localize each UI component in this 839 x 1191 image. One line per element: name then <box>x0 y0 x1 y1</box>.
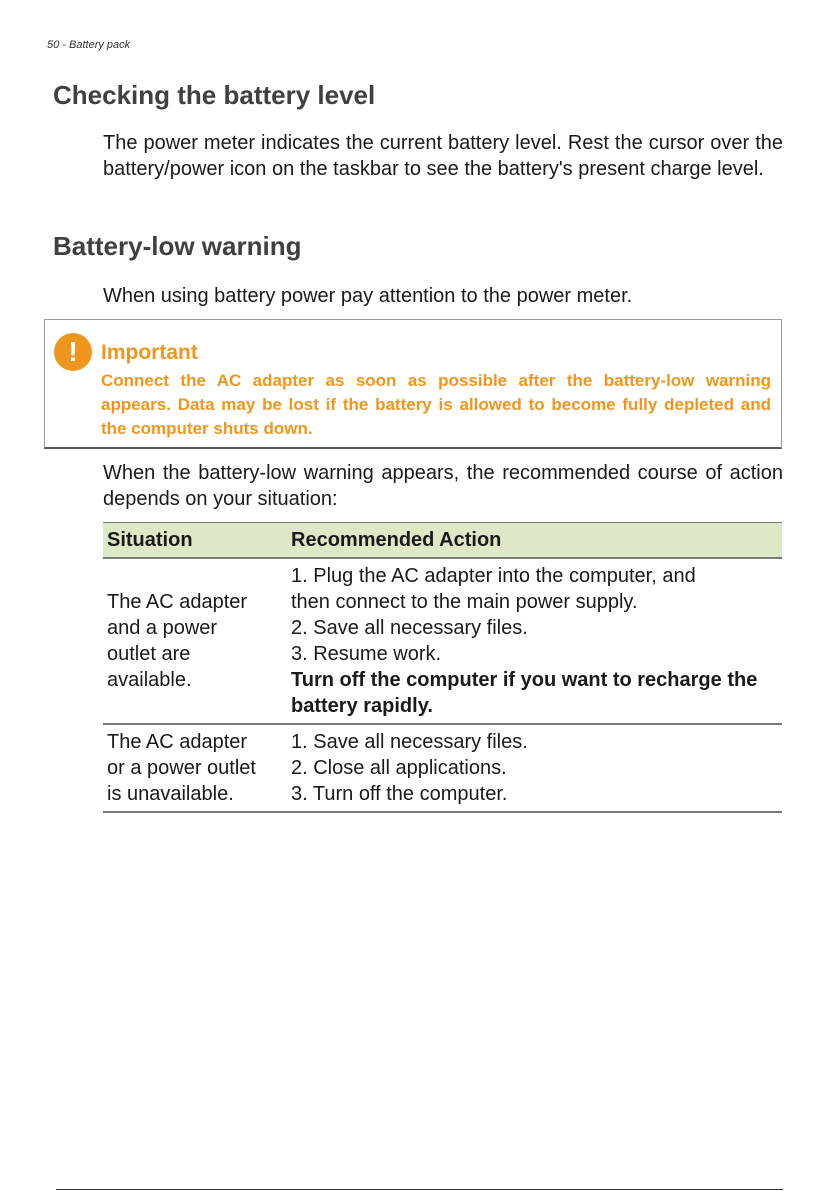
running-header: 50 - Battery pack <box>47 39 131 51</box>
recommended-actions-table <box>103 522 782 813</box>
cell-line: available. <box>107 669 192 691</box>
exclamation-icon: ! <box>54 333 92 371</box>
action-step: 2. Save all necessary files. <box>291 617 528 639</box>
column-header-situation: Situation <box>103 523 287 559</box>
action-step: 1. Save all necessary files. <box>291 731 528 753</box>
notice-text: Connect the AC adapter as soon as possible after the battery-low warning appears. Data may be lost if the battery is allowed to become fully depleted and the computer shuts down. <box>101 371 771 438</box>
section-heading-battery-low-warning: Battery-low warning <box>53 231 302 261</box>
action-note: Turn off the computer if you want to recharge the battery rapidly. <box>291 669 758 717</box>
followup-paragraph: When the battery-low warning appears, the recommended course of action depends on your situation: <box>103 462 783 510</box>
battery-level-paragraph: The power meter indicates the current battery level. Rest the cursor over the battery/power icon on the taskbar to see the battery's present charge level. <box>103 132 783 180</box>
footer-rule <box>56 1189 783 1190</box>
action-step: 2. Close all applications. <box>291 757 507 779</box>
action-step: 1. Plug the AC adapter into the computer, and <box>291 565 696 587</box>
action-cell <box>287 558 782 724</box>
table-row <box>103 724 782 812</box>
table-row <box>103 558 782 724</box>
notice-title: Important <box>101 341 198 364</box>
action-step: 3. Resume work. <box>291 643 442 665</box>
cell-line: The AC adapter <box>107 731 248 753</box>
section-heading-battery-level: Checking the battery level <box>53 80 376 110</box>
power-meter-paragraph: When using battery power pay attention to the power meter. <box>103 285 633 307</box>
action-step: then connect to the main power supply. <box>291 591 638 613</box>
cell-line: The AC adapter <box>107 591 248 613</box>
situation-cell <box>103 724 287 812</box>
cell-line: is unavailable. <box>107 783 234 805</box>
action-cell <box>287 724 782 812</box>
cell-line: and a power <box>107 617 218 639</box>
action-step: 3. Turn off the computer. <box>291 783 508 805</box>
table-header-row <box>103 523 782 559</box>
important-notice <box>44 319 782 449</box>
cell-line: or a power outlet <box>107 757 256 779</box>
cell-line: outlet are <box>107 643 191 665</box>
situation-cell <box>103 558 287 724</box>
column-header-recommended-action: Recommended Action <box>287 523 782 559</box>
